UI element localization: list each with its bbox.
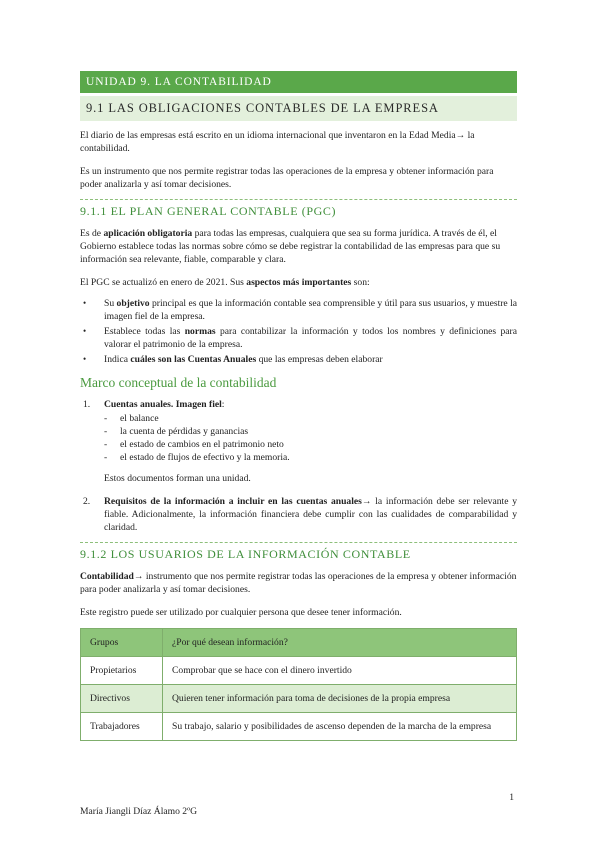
section-title-9-1: 9.1 LAS OBLIGACIONES CONTABLES DE LA EMPRESA <box>80 96 517 121</box>
usuarios-table <box>80 628 517 741</box>
table-row <box>81 685 517 713</box>
table-row <box>81 713 517 741</box>
page-footer-author: María Jiangli Díaz Álamo 2ºG <box>80 806 198 817</box>
list-item: - el estado de cambios en el patrimonio neto <box>104 439 284 450</box>
list-item: - el balance <box>104 413 159 424</box>
cuentas-anuales-list <box>104 412 517 464</box>
table-cell: Su trabajo, salario y posibilidades de ascenso dependen de la marcha de la empresa <box>163 713 517 741</box>
page-number: 1 <box>509 792 514 803</box>
table-header-cell: ¿Por qué desean información? <box>163 629 517 657</box>
table-cell: Comprobar que se hace con el dinero invertido <box>163 657 517 685</box>
list-item: 1. Cuentas anuales. Imagen fiel: <box>83 399 225 410</box>
table-row <box>81 657 517 685</box>
list-item: 2. Requisitos de la información a incluir en las cuentas anuales→ la información debe ser relevante y fiable. Adicionalmente, la información financiera debe cumplir con las cualidades de comparabilidad y claridad. <box>83 496 517 533</box>
list-item: • Indica cuáles son las Cuentas Anuales que las empresas deben elaborar <box>83 354 383 365</box>
marco-numbered-list <box>80 398 517 534</box>
unit-title: UNIDAD 9. LA CONTABILIDAD <box>80 71 517 93</box>
pgc-paragraph-1: Es de aplicación obligatoria para todas las empresas, cualquiera que sea su forma jurídica. A través de él, el Gobierno establece todas las normas sobre cómo se debe registrar la contabilidad de las empresas para que su información sea relevante, fiable, comparable y clara. <box>80 228 501 265</box>
table-cell: Propietarios <box>81 657 163 685</box>
cuentas-anuales-note: Estos documentos forman una unidad. <box>104 473 251 484</box>
intro-paragraph-1: El diario de las empresas está escrito en un idioma internacional que inventaron en la Edad Media→ la contabilidad. <box>80 130 475 154</box>
table-header-cell: Grupos <box>81 629 163 657</box>
list-item: • Establece todas las normas para contabilizar la información y todos los nombres y definiciones para valorar el patrimonio de la empresa. <box>83 326 518 350</box>
usuarios-paragraph-2: Este registro puede ser utilizado por cualquier persona que desee tener información. <box>80 607 402 618</box>
section-divider <box>80 199 517 200</box>
table-cell: Quieren tener información para toma de decisiones de la propia empresa <box>163 685 517 713</box>
list-item: • Su objetivo principal es que la información contable sea comprensible y útil para sus usuarios, y muestre la imagen fiel de la empresa. <box>83 298 518 322</box>
table-header-row <box>81 629 517 657</box>
pgc-paragraph-2: El PGC se actualizó en enero de 2021. Sus aspectos más importantes son: <box>80 277 370 288</box>
list-item: - el estado de flujos de efectivo y la memoria. <box>104 452 290 463</box>
section-title-9-1-1: 9.1.1 EL PLAN GENERAL CONTABLE (PGC) <box>80 204 337 218</box>
usuarios-paragraph-1: Contabilidad→ instrumento que nos permite registrar todas las operaciones de la empresa y obtener información para poder analizarla y así tomar decisiones. <box>80 571 517 595</box>
marco-conceptual-heading: Marco conceptual de la contabilidad <box>80 375 277 390</box>
pgc-bullet-list <box>80 297 517 366</box>
section-divider <box>80 542 517 543</box>
document-page <box>80 71 517 741</box>
intro-paragraph-2: Es un instrumento que nos permite registrar todas las operaciones de la empresa y obtener información para poder analizarla y así tomar decisiones. <box>80 166 494 190</box>
table-cell: Trabajadores <box>81 713 163 741</box>
list-item: - la cuenta de pérdidas y ganancias <box>104 426 249 437</box>
section-title-9-1-2: 9.1.2 LOS USUARIOS DE LA INFORMACIÓN CONTABLE <box>80 547 411 561</box>
table-cell: Directivos <box>81 685 163 713</box>
